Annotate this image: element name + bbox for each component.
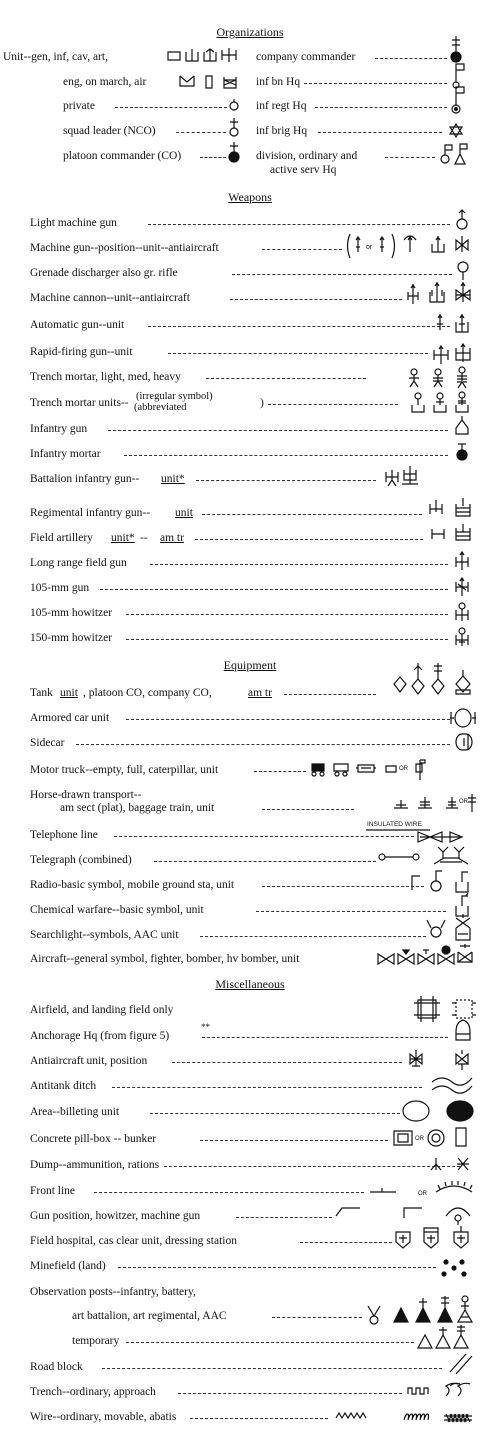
weapon-fa-mid-label: -- [140, 532, 148, 544]
trench-mortar-heavy-icon [457, 367, 467, 388]
unit-engineer-icon [180, 76, 194, 86]
machine-cannon-aa-icon [456, 282, 470, 302]
horse-or-label: OR [459, 799, 468, 805]
motor-truck-empty-icon [312, 764, 324, 776]
misc-dump-label: Dump--ammunition, rations [30, 1159, 160, 1171]
private-icon [230, 99, 238, 110]
horse-drawn-am-sect-icon [394, 800, 408, 808]
road-block-icon [450, 1354, 472, 1374]
airfield-icon [414, 996, 440, 1022]
machine-cannon-unit-icon [430, 282, 444, 302]
misc-temporary-label: temporary [72, 1335, 120, 1347]
motor-truck-full-icon [334, 764, 348, 776]
concrete-pillbox-icon [394, 1131, 412, 1145]
howitzer-position-icon [404, 1208, 422, 1218]
gun-position-icon [336, 1208, 360, 1216]
division-hq-icon [441, 145, 452, 163]
misc-art-battalion-label: art battalion, art regimental, AAC [72, 1310, 227, 1322]
telegraph-combined-icon [434, 847, 468, 864]
equip-tank-unit-label: unit [60, 687, 78, 699]
observation-post-infantry-icon [368, 1306, 380, 1324]
antiaircraft-unit-icon [410, 1050, 422, 1066]
wire-movable-icon [404, 1414, 429, 1420]
misc-observation-label: Observation posts--infantry, battery, [30, 1286, 196, 1298]
trench-mortar-med-icon [433, 369, 443, 387]
mg-antiaircraft-icon [456, 236, 468, 252]
cas-clear-unit-icon [424, 1228, 438, 1248]
tank-unit-icon [394, 677, 406, 692]
horse-drawn-unit-icon [446, 794, 476, 812]
equip-telegraph-label: Telegraph (combined) [30, 854, 132, 866]
observation-post-aac-icon [458, 1296, 472, 1322]
weapon-105-gun-label: 105-mm gun [30, 582, 90, 594]
observation-post-battery-icon [394, 1308, 408, 1322]
equip-tank-label: Tank [30, 687, 53, 699]
searchlight-icon [427, 920, 445, 937]
aircraft-unit-icon [458, 944, 472, 962]
active-serv-hq-icon [455, 144, 467, 164]
weapon-irregular-label: (irregular symbol) [136, 391, 213, 402]
org-platoon-commander-label: platoon commander (CO) [63, 150, 182, 162]
section-heading-equipment: Equipment [223, 658, 277, 672]
motor-truck-caterpillar-icon [356, 765, 376, 772]
field-artillery-amtr-icon [456, 524, 470, 540]
aircraft-hv-bomber-icon [438, 946, 454, 964]
weapon-abbreviated-label: (abbreviated [134, 402, 187, 413]
dump-ammunition-icon [431, 1158, 441, 1170]
misc-road-block-label: Road block [30, 1361, 83, 1373]
org-squad-leader-label: squad leader (NCO) [63, 125, 156, 137]
weapon-infantry-mortar-label: Infantry mortar [30, 448, 101, 460]
observation-post-art-regimental-icon [438, 1296, 452, 1322]
weapon-mg-label: Machine gun--position--unit--antiaircraft [30, 242, 219, 254]
concrete-pillbox-round-icon [428, 1130, 444, 1146]
mg-or-label: or [366, 244, 373, 251]
minefield-icon [442, 1260, 466, 1276]
unit-infantry-icon [186, 49, 198, 61]
company-commander-icon [451, 36, 461, 62]
automatic-gun-icon [437, 314, 443, 330]
radio-mobile-icon [431, 871, 442, 891]
tank-amtr-icon [456, 670, 470, 694]
trench-approach-icon [446, 1383, 470, 1396]
weapon-battalion-gun-label: Battalion infantry gun-- [30, 473, 140, 485]
weapon-rapid-firing-label: Rapid-firing gun--unit [30, 346, 133, 358]
inf-brig-hq-icon [450, 124, 462, 137]
weapon-long-range-label: Long range field gun [30, 557, 127, 569]
org-inf-brig-hq-label: inf brig Hq [256, 125, 308, 137]
trench-mortar-light-icon [409, 369, 419, 387]
squad-leader-icon [230, 118, 238, 136]
equip-tank-mid-label: , platoon CO, company CO, [83, 687, 212, 699]
sidecar-icon [456, 734, 472, 750]
org-inf-bn-hq-label: inf bn Hq [256, 76, 301, 88]
105-howitzer-icon [456, 603, 468, 621]
equip-tank-amtr-label: am tr [248, 687, 272, 699]
misc-wire-label: Wire--ordinary, movable, abatis [30, 1411, 177, 1423]
mg-position-misc-icon [446, 1208, 470, 1225]
mg-position-icon [348, 234, 395, 258]
105-gun-icon [456, 578, 468, 596]
grenade-discharger-icon [458, 262, 468, 280]
aircraft-fighter-icon [398, 950, 414, 964]
pillbox-or-label: OR [415, 1136, 424, 1142]
weapon-regimental-unit-label: unit [175, 507, 193, 519]
searchlight-aac-icon [456, 914, 470, 940]
inf-regt-hq-icon [452, 87, 464, 113]
misc-minefield-label: Minefield (land) [30, 1260, 106, 1272]
field-hospital-icon [396, 1232, 410, 1248]
temporary-op-aac-icon [454, 1325, 468, 1348]
weapon-fa-amtr-label: am tr [160, 532, 184, 544]
infantry-gun-icon [456, 416, 468, 434]
unit-cavalry-icon [204, 49, 216, 61]
platoon-commander-icon [229, 142, 239, 162]
equip-searchlight-label: Searchlight--symbols, AAC unit [30, 929, 179, 941]
aircraft-bomber-icon [418, 950, 434, 964]
misc-area-label: Area--billeting unit [30, 1106, 120, 1118]
misc-field-hospital-label: Field hospital, cas clear unit, dressing station [30, 1235, 237, 1247]
battalion-gun-icon [386, 470, 398, 486]
unit-general-icon [168, 52, 180, 60]
wire-abatis-icon [444, 1414, 472, 1422]
radio-unit-icon [456, 872, 468, 892]
tank-company-co-icon [432, 663, 444, 694]
weapon-light-mg-label: Light machine gun [30, 217, 117, 229]
weapon-fa-unit-label: unit* [111, 532, 135, 544]
machine-cannon-icon [408, 284, 418, 304]
trench-ordinary-icon [408, 1388, 428, 1394]
anchorage-hq-icon [456, 1020, 470, 1040]
chemical-warfare-icon [456, 893, 468, 916]
armored-car-icon [450, 709, 476, 727]
trench-mortar-unit-heavy-icon [456, 392, 468, 412]
equip-am-sect-label: am sect (plat), baggage train, unit [60, 802, 215, 814]
unit-artillery-icon [222, 48, 236, 62]
weapon-machine-cannon-label: Machine cannon--unit--antiaircraft [30, 292, 190, 304]
equip-insulated-wire-label: INSULATED WIRE [367, 821, 422, 828]
front-line-hatched-icon [436, 1181, 472, 1192]
billeting-area-icon [403, 1101, 429, 1121]
bunker-icon [456, 1128, 466, 1146]
150-howitzer-icon [456, 628, 468, 646]
billeting-unit-icon [447, 1101, 473, 1121]
infantry-mortar-icon [457, 444, 467, 460]
tank-platoon-co-icon [412, 663, 424, 694]
org-division-label: division, ordinary and [256, 150, 358, 162]
section-heading-miscellaneous: Miscellaneous [215, 977, 285, 991]
weapon-150-howitzer-label: 150-mm howitzer [30, 632, 113, 644]
battalion-gun-unit-icon [402, 466, 418, 484]
weapon-trench-mortar-label: Trench mortar, light, med, heavy [30, 371, 181, 383]
rapid-firing-gun-icon [434, 346, 448, 364]
inf-bn-hq-icon [453, 64, 464, 88]
dressing-station-icon [454, 1226, 468, 1248]
section-heading-weapons: Weapons [228, 190, 272, 204]
telegraph-line-icon [379, 854, 419, 860]
mg-unit-icon [432, 236, 444, 252]
regimental-gun-unit-icon [456, 498, 470, 516]
equip-radio-label: Radio-basic symbol, mobile ground sta, unit [30, 879, 235, 891]
motor-truck-unit-icon [386, 760, 425, 780]
weapon-105-howitzer-label: 105-mm howitzer [30, 607, 113, 619]
equip-motor-truck-label: Motor truck--empty, full, caterpillar, unit [30, 764, 219, 776]
regimental-gun-icon [430, 500, 442, 514]
horse-drawn-baggage-icon [418, 797, 432, 808]
trench-mortar-unit-light-icon [412, 393, 424, 412]
section-heading-organizations: Organizations [216, 25, 284, 39]
org-active-serv-label: active serv Hq [270, 164, 337, 176]
org-eng-label: eng, on march, air [63, 76, 147, 88]
misc-pillbox-label: Concrete pill-box -- bunker [30, 1133, 157, 1145]
unit-on-march-icon [206, 76, 212, 88]
rapid-firing-unit-icon [456, 344, 470, 362]
misc-trench-label: Trench--ordinary, approach [30, 1386, 156, 1398]
dump-rations-icon [457, 1158, 469, 1170]
org-inf-regt-hq-label: inf regt Hq [256, 100, 307, 112]
temporary-op-battalion-icon [418, 1335, 432, 1348]
misc-footnote-marker: ** [201, 1022, 210, 1032]
org-company-commander-label: company commander [256, 51, 356, 63]
truck-or-label: OR [399, 766, 408, 772]
equip-horse-drawn-label: Horse-drawn transport-- [30, 789, 142, 801]
antiaircraft-position-icon [456, 1050, 468, 1070]
telephone-line-icon [366, 830, 462, 842]
weapon-field-artillery-label: Field artillery [30, 532, 93, 544]
weapon-regimental-gun-label: Regimental infantry gun-- [30, 507, 151, 519]
trench-mortar-unit-med-icon [434, 393, 446, 412]
weapon-automatic-gun-label: Automatic gun--unit [30, 319, 125, 331]
misc-airfield-label: Airfield, and landing field only [30, 1004, 174, 1016]
weapon-trench-mortar-units-label: Trench mortar units-- [30, 397, 129, 409]
radio-basic-icon [412, 876, 420, 890]
org-private-label: private [63, 100, 95, 112]
field-artillery-icon [432, 529, 444, 539]
front-line-icon [370, 1188, 396, 1192]
observation-post-art-battalion-icon [416, 1298, 430, 1322]
equip-sidecar-label: Sidecar [30, 737, 65, 749]
unit-air-icon [224, 77, 236, 88]
front-or-label: OR [418, 1191, 427, 1197]
temporary-op-regimental-icon [436, 1327, 450, 1348]
mg-arc-icon [404, 236, 416, 252]
misc-gun-position-label: Gun position, howitzer, machine gun [30, 1210, 201, 1222]
automatic-gun-unit-icon [456, 314, 468, 332]
misc-antitank-label: Antitank ditch [30, 1080, 97, 1092]
equip-telephone-label: Telephone line [30, 829, 98, 841]
light-mg-icon [457, 210, 467, 229]
org-unit-label: Unit--gen, inf, cav, art, [3, 51, 108, 63]
equip-armored-car-label: Armored car unit [30, 712, 110, 724]
weapon-battalion-unit-label: unit* [161, 473, 185, 485]
landing-field-icon [452, 1000, 476, 1018]
weapon-grenade-label: Grenade discharger also gr. rifle [30, 267, 178, 279]
wire-ordinary-icon [336, 1413, 366, 1418]
weapon-infantry-gun-label: Infantry gun [30, 423, 88, 435]
misc-antiaircraft-label: Antiaircraft unit, position [30, 1055, 148, 1067]
antitank-ditch-icon [432, 1078, 472, 1093]
weapon-paren-close: ) [260, 397, 264, 409]
misc-anchorage-label: Anchorage Hq (from figure 5) [30, 1030, 170, 1042]
long-range-gun-icon [456, 552, 468, 570]
aircraft-general-icon [378, 954, 394, 964]
equip-chemical-label: Chemical warfare--basic symbol, unit [30, 904, 204, 916]
misc-front-line-label: Front line [30, 1185, 76, 1197]
equip-aircraft-label: Aircraft--general symbol, fighter, bomber, hv bomber, unit [30, 953, 300, 965]
